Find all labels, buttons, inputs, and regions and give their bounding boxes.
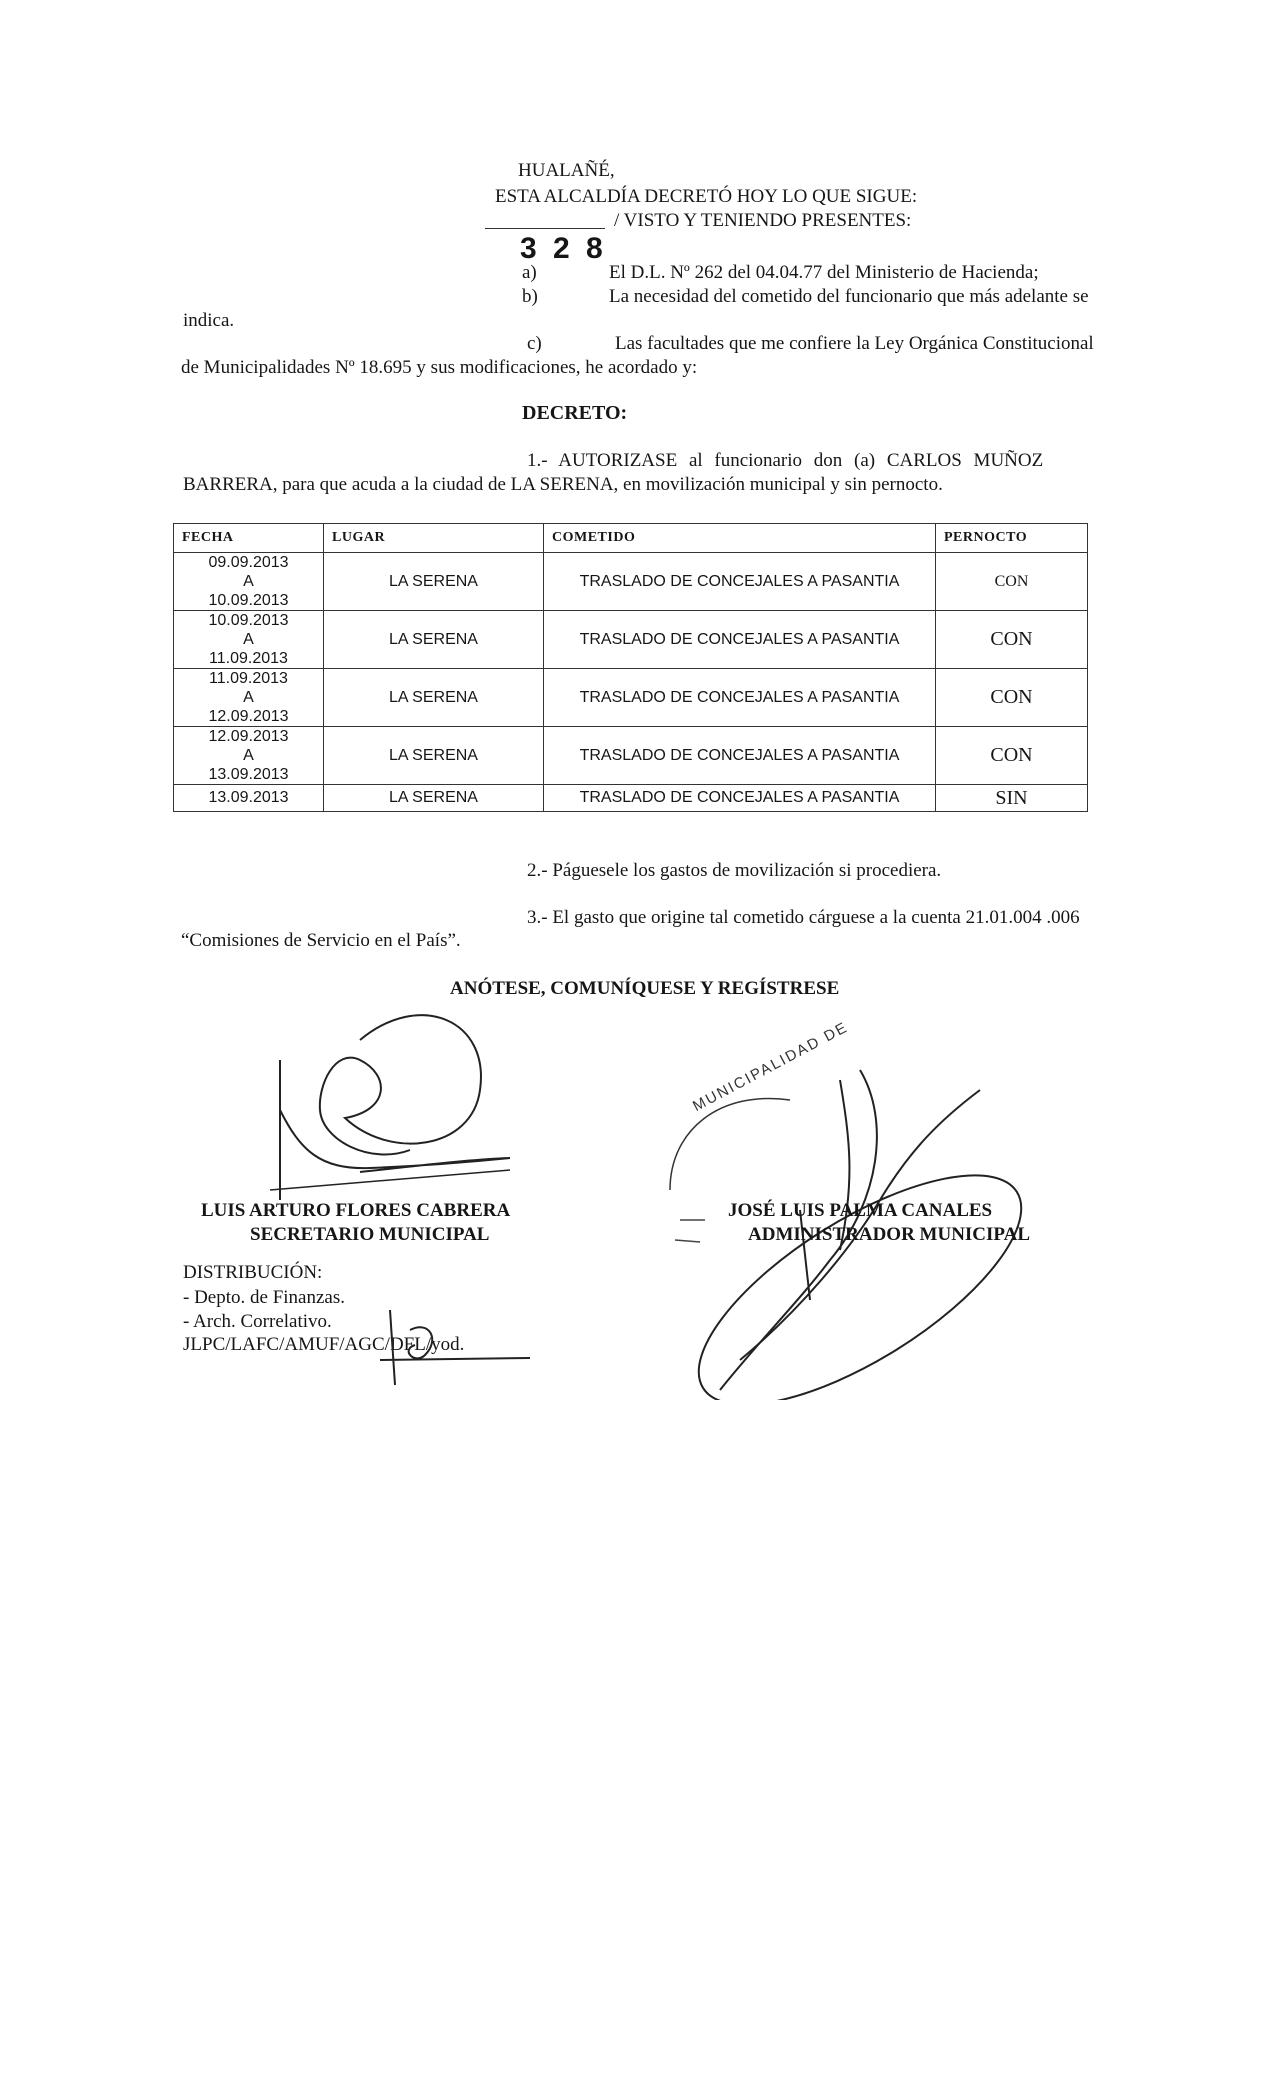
initials-scribble [370, 1300, 540, 1390]
cell-cometido: TRASLADO DE CONCEJALES A PASANTIA [544, 611, 936, 669]
consideration-c-text-cont: de Municipalidades Nº 18.695 y sus modificaciones, he acordado y: [181, 357, 698, 378]
right-signatory-name: JOSÉ LUIS PALMA CANALES [728, 1200, 993, 1221]
header-fecha: FECHA [174, 524, 324, 553]
cell-pernocto: CON [936, 727, 1088, 785]
cell-cometido: TRASLADO DE CONCEJALES A PASANTIA [544, 785, 936, 812]
cell-fecha: 11.09.2013 A 12.09.2013 [174, 669, 324, 727]
table-row [174, 669, 1088, 727]
item-1-line-2: BARRERA, para que acuda a la ciudad de LA SERENA, en movilización municipal y sin pernocto. [183, 474, 943, 495]
consideration-c-text: Las facultades que me confiere la Ley Orgánica Constitucional [615, 333, 1094, 354]
cell-lugar: LA SERENA [324, 611, 544, 669]
header-lugar: LUGAR [324, 524, 544, 553]
cell-fecha: 10.09.2013 A 11.09.2013 [174, 611, 324, 669]
city-name: HUALAÑÉ, [518, 160, 615, 181]
closing-formula: ANÓTESE, COMUNÍQUESE Y REGÍSTRESE [450, 978, 840, 999]
cell-pernocto: CON [936, 611, 1088, 669]
left-signatory-title: SECRETARIO MUNICIPAL [250, 1224, 490, 1245]
table-row [174, 611, 1088, 669]
table-row [174, 785, 1088, 812]
item-1-line-1: 1.- AUTORIZASE al funcionario don (a) CARLOS MUÑOZ [527, 450, 1044, 471]
right-signatory-title: ADMINISTRADOR MUNICIPAL [748, 1224, 1031, 1245]
decree-number: 3 2 8 [520, 232, 607, 265]
cell-fecha: 12.09.2013 A 13.09.2013 [174, 727, 324, 785]
table-header-row [174, 524, 1088, 553]
consideration-b-letter: b) [522, 286, 538, 307]
consideration-b-text: La necesidad del cometido del funcionario que más adelante se [609, 286, 1089, 307]
cell-lugar: LA SERENA [324, 553, 544, 611]
item-3-line-1: 3.- El gasto que origine tal cometido cárguese a la cuenta 21.01.004 .006 [527, 907, 1080, 928]
stamp-text: MUNICIPALIDAD DE [690, 1018, 852, 1116]
cell-lugar: LA SERENA [324, 669, 544, 727]
header-pernocto: PERNOCTO [936, 524, 1088, 553]
cell-cometido: TRASLADO DE CONCEJALES A PASANTIA [544, 727, 936, 785]
table-row [174, 553, 1088, 611]
cell-fecha: 13.09.2013 [174, 785, 324, 812]
cell-lugar: LA SERENA [324, 727, 544, 785]
cell-pernocto: CON [936, 553, 1088, 611]
item-3-line-2: “Comisiones de Servicio en el País”. [181, 930, 461, 951]
consideration-b-text-cont: indica. [183, 310, 235, 331]
signature-left-scribble [240, 1000, 540, 1210]
distribution-item: - Depto. de Finanzas. [183, 1287, 345, 1308]
decreto-title: DECRETO: [522, 402, 628, 424]
item-2: 2.- Páguesele los gastos de movilización si procediera. [527, 860, 942, 881]
commission-table [173, 523, 1088, 812]
distribution-initials: JLPC/LAFC/AMUF/AGC/DFL/yod. [183, 1334, 465, 1355]
table-row [174, 727, 1088, 785]
consideration-a-letter: a) [522, 262, 537, 283]
decree-number-underline [485, 228, 605, 229]
cell-lugar: LA SERENA [324, 785, 544, 812]
cell-cometido: TRASLADO DE CONCEJALES A PASANTIA [544, 553, 936, 611]
header-cometido: COMETIDO [544, 524, 936, 553]
cell-pernocto: SIN [936, 785, 1088, 812]
left-signatory-name: LUIS ARTURO FLORES CABRERA [201, 1200, 511, 1221]
consideration-c-letter: c) [527, 333, 542, 354]
cell-fecha: 09.09.2013 A 10.09.2013 [174, 553, 324, 611]
visto-heading: / VISTO Y TENIENDO PRESENTES: [614, 210, 912, 231]
distribution-title: DISTRIBUCIÓN: [183, 1262, 323, 1283]
cell-cometido: TRASLADO DE CONCEJALES A PASANTIA [544, 669, 936, 727]
decree-intro: ESTA ALCALDÍA DECRETÓ HOY LO QUE SIGUE: [495, 186, 918, 207]
cell-pernocto: CON [936, 669, 1088, 727]
consideration-a-text: El D.L. Nº 262 del 04.04.77 del Ministerio de Hacienda; [609, 262, 1039, 283]
distribution-item: - Arch. Correlativo. [183, 1311, 332, 1332]
